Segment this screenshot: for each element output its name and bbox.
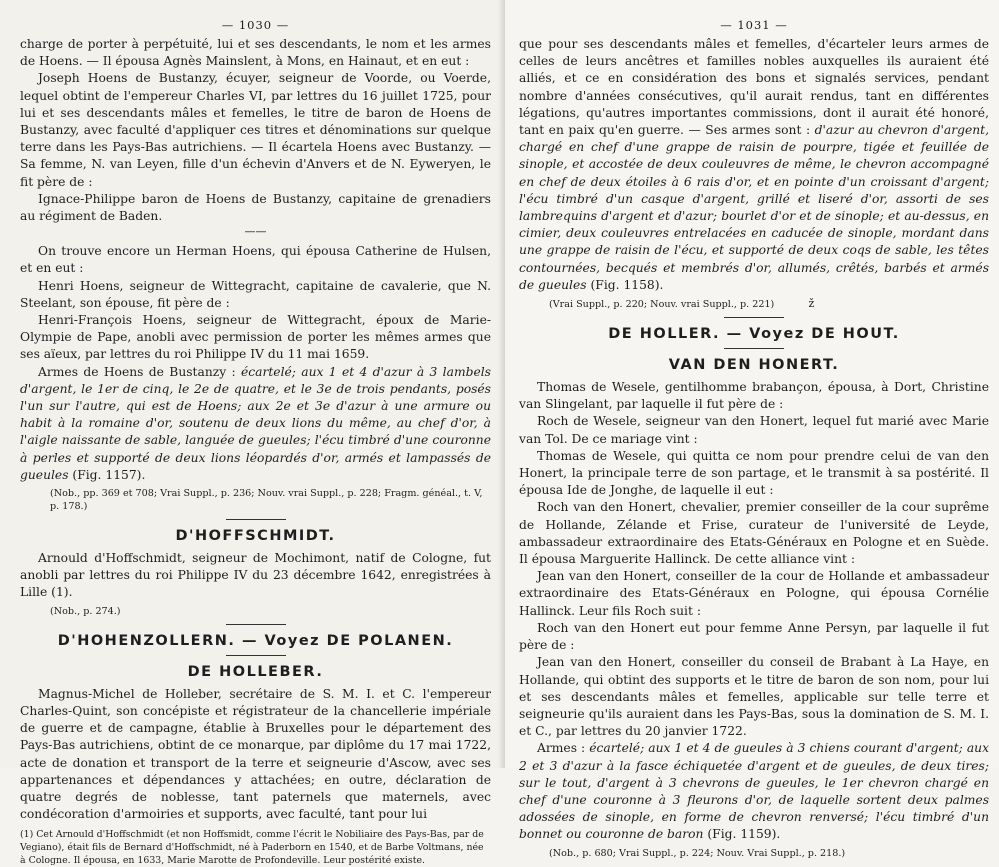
source-reference: (Nob., p. 274.) [50,605,121,617]
paragraph: Jean van den Honert, conseiller de la cour de Hollande et ambassadeur extraordinaire des Etats-Généraux en Pologne, qui épousa Cornélie Hallinck. Leur fils Roch suit : [519,569,989,618]
paragraph: Magnus-Michel de Holleber, secrétaire de S. M. I. et C. l'empereur Charles-Quint, son concépiste et régistrateur de la chancellerie impériale de guerre et de campagne, établie à Bruxelles pour le département des Pays-Bas autrichiens, obtint de ce monarque, par diplôme du 17 mai 1722, acte de donation et transport de la terre et seigneurie d'Ascow, avec ses appartenances et dépendances y attachées; en outre, déclaration de quatre degrés de noblesse, tant paternels que maternels, avec condécoration d'armoiries et supports, avec faculté, tant pour lui [20,686,491,822]
page-number: — 1030 — [221,18,290,32]
section-heading: D'HOFFSCHMIDT. [175,528,336,545]
arms-blazon: écartelé; aux 1 et 4 d'azur à 3 lambels d'argent, le 1er de cinq, le 2e de quatre, et le 3e de trois pendants, posés l'un sur l'autre, qui est de Hoens; aux 2e et 3e d'azur à une armure ou habit à la romaine d'or, soutenu de deux lions du même, au chef d'or, à l'aigle naissante de sable, languée de gueules; l'écu timbré d'une couronne à perles et supporté de deux lions léopardés d'or, armés et lampassés de gueules [20,364,491,482]
section-heading: D'HOHENZOLLERN. — Voyez DE POLANEN. [57,632,454,649]
source-reference-text: (Vrai Suppl., p. 220; Nouv. vrai Suppl., p. 221) [549,299,775,311]
paragraph-text: que pour ses descendants mâles et femelles, d'écarteler leurs armes de celles de leurs ancêtres et familles nobles auxquelles ils auraient été alliés, et ce en considération des bons et signalés services, pendant nombre d'années consécutives, qu'il aurait rendus, tant en différentes légations, qu'autres importantes commissions, dont il aurait été honoré, tant en paix qu'en guerre. — Ses armes sont : [519,37,989,138]
section-rule [724,317,784,318]
arms-lead: Armes de Hoens de Bustanzy : [38,364,241,379]
paragraph: On trouve encore un Herman Hoens, qui épousa Catherine de Hulsen, et en eut : [20,244,491,276]
footnote: (1) Cet Arnould d'Hoffschmidt (et non Hoffsmidt, comme l'écrit le Nobiliaire des Pays-Bas, par de Vegiano), était fils de Bernard d'Hoffschmidt, né à Paderborn en 1540, et de Barbe Voltmans, née à Cologne. Il épousa, en 1633, Marie Marotte de Profondeville. Leur postérité existe. [20,829,484,866]
figure-reference: (Fig. 1157). [68,467,146,482]
section-rule [226,519,286,520]
section-rule [226,655,286,656]
section-rule [724,348,784,349]
page-number: — 1031 — [720,18,788,32]
section-heading: VAN DEN HONERT. [668,357,840,374]
paragraph: Henri Hoens, seigneur de Wittegracht, capitaine de cavalerie, que N. Steelant, son épouse, fit père de : [20,278,491,310]
figure-reference: (Fig. 1158). [586,277,664,292]
source-reference: (Nob., pp. 369 et 708; Vrai Suppl., p. 236; Nouv. vrai Suppl., p. 228; Fragm. généal., t. V, p. 178.) [50,488,483,513]
section-heading: DE HOLLER. — Voyez DE HOUT. [608,326,900,343]
figure-reference: (Fig. 1159). [703,827,781,842]
arms-paragraph [519,740,989,843]
arms-lead: Armes : [537,741,590,756]
paragraph: Arnould d'Hoffschmidt, seigneur de Mochimont, natif de Cologne, fut anobli par lettres du roi Philippe IV du 23 décembre 1642, enregistrées à Lille (1). [20,551,491,600]
section-rule [226,624,286,625]
paragraph: Henri-François Hoens, seigneur de Wittegracht, époux de Marie-Olympie de Pape, anobli avec permission de porter les mêmes armes que ses aïeux, par lettres du roi Philippe IV du 11 mai 1659. [20,313,491,362]
paragraph: Ignace-Philippe baron de Hoens de Bustanzy, capitaine de grenadiers au régiment de Baden. [20,191,491,224]
paragraph: Roch van den Honert eut pour femme Anne Persyn, par laquelle il fut père de : [519,620,989,653]
right-page [505,0,999,859]
source-reference: (Nob., p. 680; Vrai Suppl., p. 224; Nouv. Vrai Suppl., p. 218.) [549,847,846,859]
paragraph: Roch de Wesele, seigneur van den Honert, lequel fut marié avec Marie van Tol. De ce mariage vint : [519,414,989,446]
paragraph: charge de porter à perpétuité, lui et ses descendants, le nom et les armes de Hoens. — Il épousa Agnès Mainslent, à Mons, en Hainaut, et en eut : [20,37,491,69]
arms-blazon: d'azur au chevron d'argent, chargé en chef d'une grappe de raisin de pourpre, tigée et feuillée de sinople, et accostée de deux couleuvres de même, le chevron accompagné en chef de deux étoiles à 6 rais d'or, et en pointe d'un croissant d'argent; l'écu timbré d'un casque d'argent, grillé et liseré d'or, assorti de ses lambrequins d'argent et d'azur; bourlet d'or et de sinople; et au-dessus, en cimier, deux couleuvres entrelacées en caducée de sinople, mordant dans une grappe de raisin de l'écu, et supporté de deux coqs de sable, les têtes contournées, becqués et membrés d'or, allumés, crêtés, barbés et armés de gueules [519,123,989,292]
arms-blazon: écartelé; aux 1 et 4 de gueules à 3 chiens courant d'argent; aux 2 et 3 d'azur à la fasce échiquetée d'argent et de gueules, de deux tires; sur le tout, d'argent à 3 chevrons de gueules, le 1er chevron chargé en chef d'une couronne à 3 fleurons d'or, de laquelle sortent deux palmes adossées de sinople, en forme de chevron renversé; l'écu timbré d'un bonnet ou couronne de baron [519,741,990,842]
paragraph: Thomas de Wesele, gentilhomme brabançon, épousa, à Dort, Christine van Slingelant, par laquelle il fut père de : [519,380,989,412]
section-heading: DE HOLLEBER. [187,663,324,680]
source-reference [549,297,989,311]
margin-mark: ž [808,297,815,311]
paragraph: Joseph Hoens de Bustanzy, écuyer, seigneur de Voorde, ou Voerde, lequel obtint de l'empereur Charles VI, par lettres du 16 juillet 1725, pour lui et ses descendants mâles et femelles, le titre de baron de Hoens de Bustanzy, avec faculté d'appliquer ces titres et dénominations sur quelque terre dans les Pays-Bas autrichiens. — Il écartela Hoens avec Bustanzy. — Sa femme, N. van Leyen, fille d'un échevin d'Anvers et de N. Eyweryen, le fit père de : [20,71,491,189]
paragraph [519,36,989,294]
paragraph: Thomas de Wesele, qui quitta ce nom pour prendre celui de van den Honert, la principale terre de son partage, et le transmit à sa postérité. Il épousa Ide de Jonghe, de laquelle il eut : [519,448,989,498]
arms-paragraph [20,364,491,484]
separator-dash: —— [244,225,267,239]
paragraph: Jean van den Honert, conseiller du conseil de Brabant à La Haye, en Hollande, qui obtint des supports et le titre de baron de son nom, pour lui et ses descendants mâles et femelles, applicable sur telle terre et seigneurie qu'ils auraient dans les Pays-Bas, sous la domination de S. M. I. et C., par lettres du 20 janvier 1722. [519,655,989,739]
paragraph: Roch van den Honert, chevalier, premier conseiller de la cour suprême de Hollande, Zélande et Frise, curateur de l'université de Leyde, ambassadeur extraordinaire des Etats-Généraux en Pologne et en Suède. Il épousa Marguerite Hallinck. De cette alliance vint : [519,500,989,567]
